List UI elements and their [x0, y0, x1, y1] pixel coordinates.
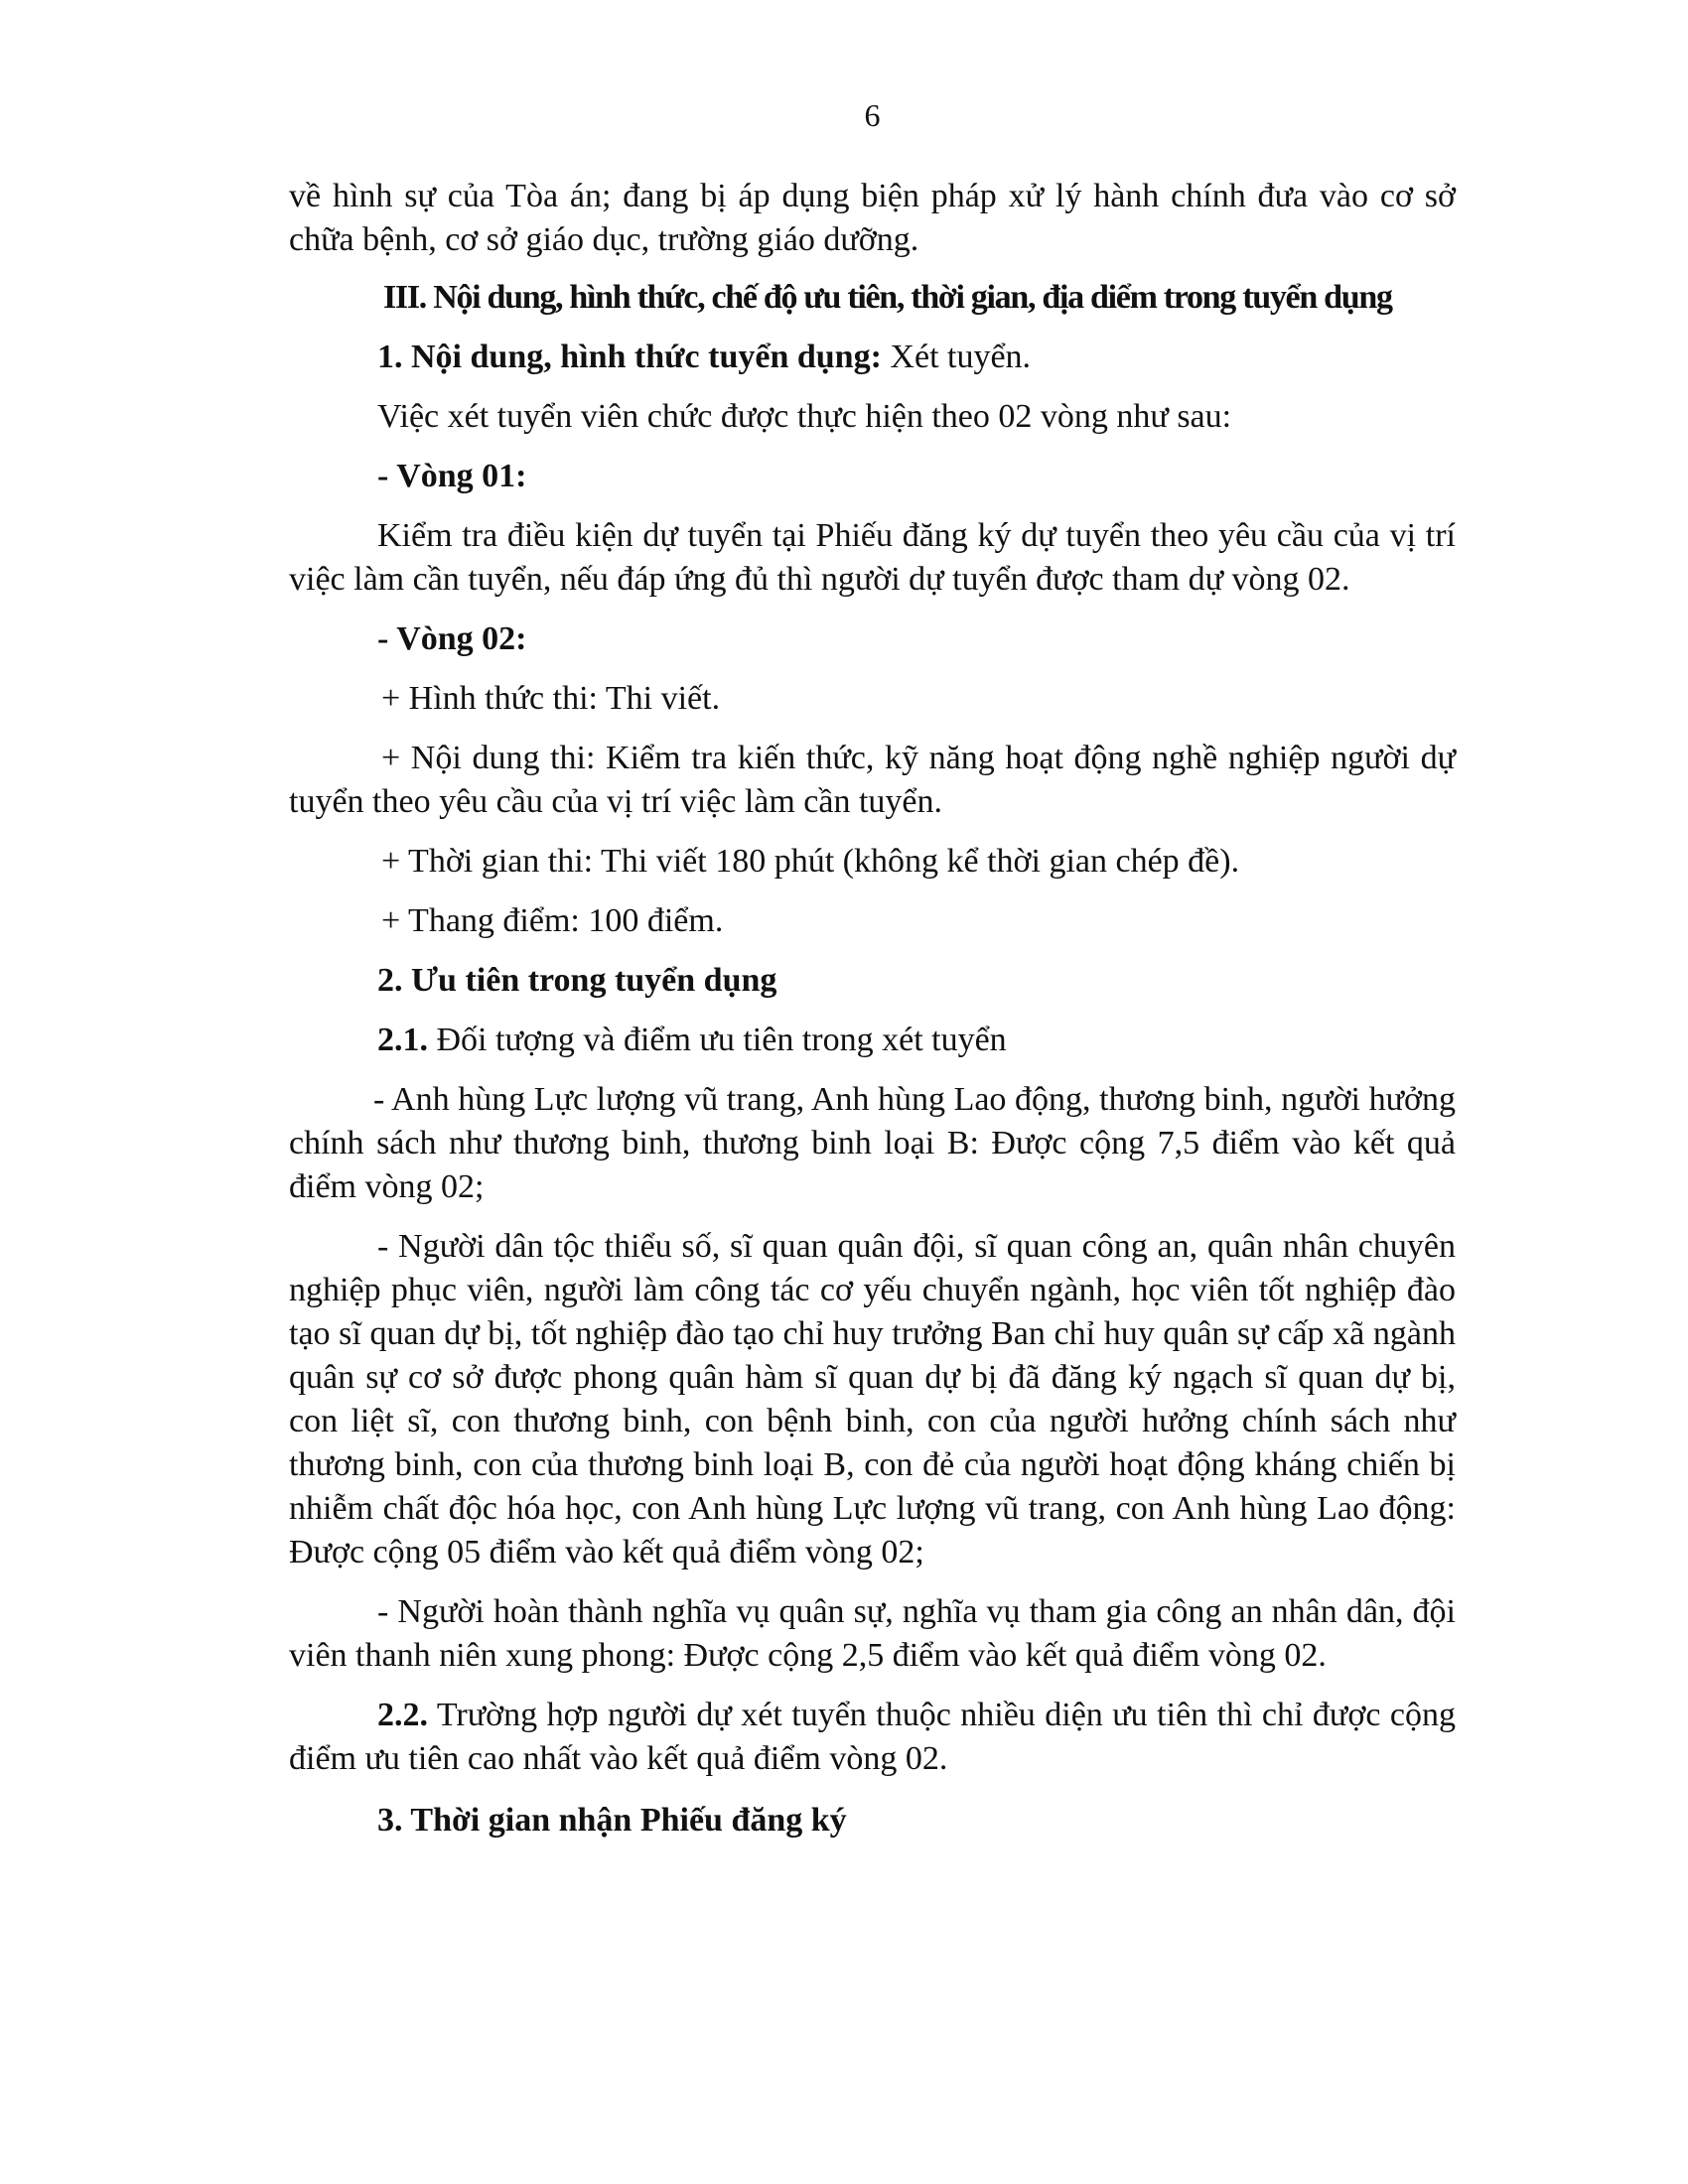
round-1-text: Kiểm tra điều kiện dự tuyển tại Phiếu đăng ký dự tuyển theo yêu cầu của vị trí việc làm cần tuyển, nếu đáp ứng đủ thì người dự tuyển được tham dự vòng 02.	[289, 517, 1456, 598]
subheading-1	[289, 336, 1456, 379]
priority-item-1: - Anh hùng Lực lượng vũ trang, Anh hùng Lao động, thương binh, người hưởng chính sách như thương binh, thương binh loại B: Được cộng 7,5 điểm vào kết quả điểm vòng 02;	[289, 1081, 1456, 1205]
subheading-2-2	[289, 1694, 1456, 1781]
subheading-2-2-label: 2.2.	[377, 1697, 428, 1733]
subheading-2-1-text: Đối tượng và điểm ưu tiên trong xét tuyển	[428, 1022, 1007, 1058]
subheading-2: 2. Ưu tiên trong tuyển dụng	[377, 962, 777, 999]
priority-item-2: - Người dân tộc thiểu số, sĩ quan quân đội, sĩ quan công an, quân nhân chuyên nghiệp phục viên, người làm công tác cơ yếu chuyển ngành, học viên tốt nghiệp đào tạo sĩ quan dự bị, tốt nghiệp đào tạo chỉ huy trưởng Ban chỉ huy quân sự cấp xã ngành quân sự cơ sở được phong quân hàm sĩ quan dự bị đã đăng ký ngạch sĩ quan dự bị, con liệt sĩ, con thương binh, con bệnh binh, con của người hưởng chính sách như thương binh, con của thương binh loại B, con đẻ của người hoạt động kháng chiến bị nhiễm chất độc hóa học, con Anh hùng Lực lượng vũ trang, con Anh hùng Lao động: Được cộng 05 điểm vào kết quả điểm vòng 02;	[289, 1228, 1456, 1570]
round-2-form: + Hình thức thi: Thi viết.	[381, 680, 721, 717]
subheading-2-2-text: Trường hợp người dự xét tuyển thuộc nhiều diện ưu tiên thì chỉ được cộng điểm ưu tiên cao nhất vào kết quả điểm vòng 02.	[289, 1697, 1456, 1777]
round-2-content: + Nội dung thi: Kiểm tra kiến thức, kỹ năng hoạt động nghề nghiệp người dự tuyển theo yêu cầu của vị trí việc làm cần tuyển.	[289, 740, 1456, 820]
document-body	[289, 175, 1456, 1843]
paragraph-continuation: về hình sự của Tòa án; đang bị áp dụng biện pháp xử lý hành chính đưa vào cơ sở chữa bệnh, cơ sở giáo dục, trường giáo dưỡng.	[289, 178, 1456, 258]
subheading-2-1-label: 2.1.	[377, 1022, 428, 1058]
subheading-1-text: Xét tuyển.	[881, 339, 1032, 375]
round-1-label: - Vòng 01:	[377, 458, 527, 494]
section-heading-iii: III. Nội dung, hình thức, chế độ ưu tiên, thời gian, địa diểm trong tuyển dụng	[383, 279, 1392, 316]
round-2-label: - Vòng 02:	[377, 620, 527, 657]
round-2-time: + Thời gian thi: Thi viết 180 phút (không kể thời gian chép đề).	[381, 843, 1240, 880]
page-number: 6	[864, 97, 881, 133]
subheading-2-1	[289, 1019, 1456, 1062]
priority-item-3: - Người hoàn thành nghĩa vụ quân sự, nghĩa vụ tham gia công an nhân dân, đội viên thanh niên xung phong: Được cộng 2,5 điểm vào kết quả điểm vòng 02.	[289, 1593, 1456, 1674]
paragraph-intro: Việc xét tuyển viên chức được thực hiện theo 02 vòng như sau:	[377, 398, 1232, 435]
subheading-3: 3. Thời gian nhận Phiếu đăng ký	[377, 1802, 847, 1839]
subheading-1-label: 1. Nội dung, hình thức tuyển dụng:	[377, 339, 882, 375]
round-2-scale: + Thang điểm: 100 điểm.	[381, 902, 724, 939]
